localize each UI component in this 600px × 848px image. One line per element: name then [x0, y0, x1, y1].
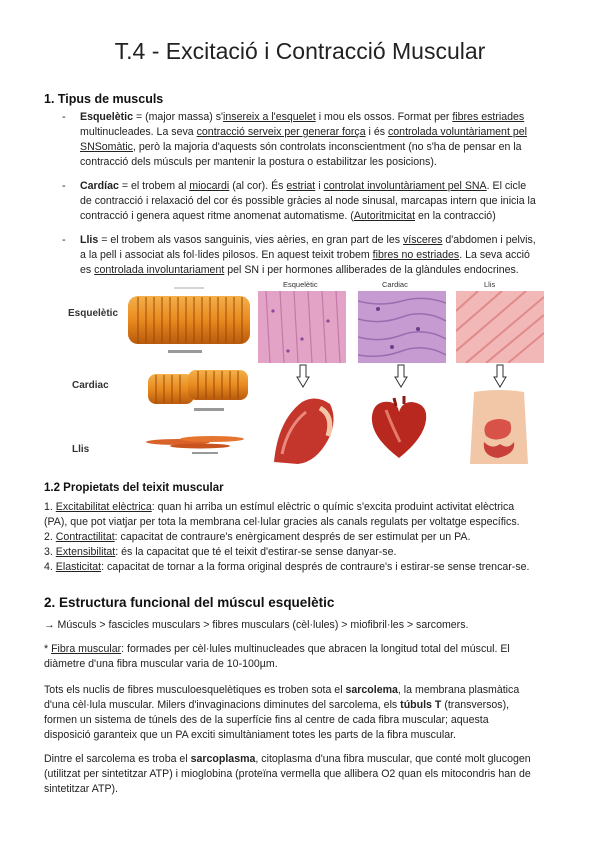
- row-label-smooth: Llis: [72, 444, 90, 455]
- text: en la contracció): [415, 210, 496, 222]
- underlined-term: controlat involuntàriament pel SNA: [323, 180, 487, 192]
- page-title: T.4 - Excitació i Contracció Muscular: [114, 38, 486, 64]
- text: a la pell i associat als fol·lides pilosos. En aquest teixit trobem: [80, 249, 373, 261]
- text-line: de contracció i relaxació del cor és possible gràcies al node sinusal, marcapas intern que inicia la: [80, 195, 536, 207]
- down-arrow-icon: [296, 364, 310, 388]
- underlined-term: Fibra muscular: [51, 643, 122, 655]
- underlined-term: vísceres: [402, 234, 443, 246]
- text: = el trobem als vasos sanguinis, vies aèries, en gran part de les: [98, 234, 403, 246]
- underlined-term: Elasticitat: [55, 561, 102, 573]
- row-label-skeletal: Esquelètic: [68, 308, 119, 319]
- text: : és la capacitat que té el teixit d'estirar-se sense danyar-se.: [115, 546, 397, 558]
- bullet-dash: -: [62, 111, 66, 123]
- underlined-term: fibres no estriades: [372, 249, 460, 261]
- text: = (major massa) s': [133, 111, 224, 123]
- text: Dintre el sarcolema es troba el: [44, 753, 191, 765]
- column-label-cardiac: Cardiac: [382, 280, 408, 289]
- underlined-term: estriat: [286, 180, 316, 192]
- underlined-term: Excitabilitat elèctrica: [55, 501, 152, 513]
- text: : capacitat de contraure's enèrgicament després de ser estimulat per un PA.: [114, 531, 471, 543]
- skeletal-fiber-illustration: [124, 284, 256, 364]
- text: Tots els nuclis de fibres musculoesquelètiques es troben sota el: [44, 684, 346, 696]
- bullet-dash: -: [62, 180, 66, 192]
- skeletal-tissue-micrograph: [258, 291, 346, 363]
- hierarchy-line: → Músculs > fascicles musculars > fibres musculars (cèl·lules) > miofibril·les > sarcomers.: [44, 619, 469, 631]
- smooth-paragraph: [80, 233, 550, 278]
- text: , però la majoria d'aquests són controlats inconscientment (no s'ha de pensar en la: [132, 141, 522, 153]
- bullet-dash: -: [62, 234, 66, 246]
- underlined-term: contracció serveix per generar força: [196, 126, 366, 138]
- text: . La seva acció: [459, 249, 530, 261]
- text: (transversos),: [441, 699, 510, 711]
- smooth-tissue-micrograph: [456, 291, 544, 363]
- cardiac-tissue-micrograph: [358, 291, 446, 363]
- text: (al cor). És: [229, 180, 287, 192]
- muscle-types-figure: [62, 280, 540, 470]
- down-arrow-icon: [394, 364, 408, 388]
- bold-term: túbuls T: [400, 699, 442, 711]
- underlined-term: Contractilitat: [55, 531, 115, 543]
- text: . El cicle: [486, 180, 527, 192]
- row-label-cardiac: Cardiac: [72, 380, 109, 391]
- text: , la membrana plasmàtica: [397, 684, 520, 696]
- text-line: sintetitzar ATP).: [44, 783, 118, 795]
- arm-muscle-illustration: [268, 390, 344, 466]
- underlined-term: SNSomàtic: [80, 141, 133, 153]
- column-label-smooth: Llis: [484, 280, 496, 289]
- text: es: [80, 264, 95, 276]
- bold-term: sarcolema: [345, 684, 398, 696]
- skeletal-term: Esquelètic: [80, 111, 133, 123]
- text: , citoplasma d'una fibra muscular, que conté molt glucogen: [255, 753, 531, 765]
- underlined-term: miocardi: [189, 180, 230, 192]
- text: *: [44, 643, 52, 655]
- column-label-skeletal: Esquelètic: [283, 280, 318, 289]
- cardiac-paragraph: [80, 179, 550, 224]
- text-line: disposició garanteix que un PA exciti simultàniament totes les parts de la fibra muscular.: [44, 729, 456, 741]
- text: i: [315, 180, 324, 192]
- smooth-term: Llis: [80, 234, 99, 246]
- text: pel SN i per hormones alliberades de la glàndules endocrines.: [224, 264, 519, 276]
- text-line: formen un sistema de túnels des de la superfície fins al centre de cada fibra muscular; aquesta: [44, 714, 489, 726]
- muscle-fiber-paragraph: [44, 642, 564, 672]
- heart-illustration: [364, 392, 434, 462]
- text: 4.: [44, 561, 56, 573]
- section-2-heading: 2. Estructura funcional del múscul esquelètic: [44, 595, 335, 610]
- cardiac-term: Cardíac: [80, 180, 119, 192]
- text: : capacitat de tornar a la forma original després de contraure's i estirar-se sense trencar-se.: [101, 561, 530, 573]
- text-line: (PA), que pot viatjar per tota la membrana cel·lular gracies als canals regulats per voltatge específics.: [44, 516, 520, 528]
- underlined-term: controlada involuntariament: [94, 264, 225, 276]
- sarcoplasm-paragraph: [44, 752, 564, 797]
- underlined-term: controlada voluntàriament pel: [387, 126, 527, 138]
- properties-list: [44, 500, 564, 575]
- bold-term: sarcoplasma: [190, 753, 256, 765]
- text: d'una cèl·lula muscular. Milers d'invaginacions diminutes del sarcolema, els: [44, 699, 401, 711]
- smooth-fiber-illustration: [142, 430, 252, 456]
- down-arrow-icon: [493, 364, 507, 388]
- text: d'abdomen i pelvis,: [442, 234, 536, 246]
- section-1-2-heading: 1.2 Propietats del teixit muscular: [44, 482, 224, 494]
- text: = el trobem al: [118, 180, 190, 192]
- text-line: (utilitzat per sintetitzar ATP) i mioglobina (proteïna vermella que allibera O2 quan els mitocondris han de: [44, 768, 531, 780]
- abdomen-illustration: [464, 388, 534, 468]
- underlined-term: insereix a l'esquelet: [223, 111, 316, 123]
- section-1-heading: 1. Tipus de musculs: [44, 92, 164, 106]
- skeletal-paragraph: [80, 110, 550, 170]
- text: 2.: [44, 531, 56, 543]
- text: i mou els ossos. Format per: [315, 111, 453, 123]
- underlined-term: Autoritmicitat: [353, 210, 416, 222]
- text-line: diàmetre d'una fibra muscular varia de 10-100µm.: [44, 658, 278, 670]
- text: i és: [365, 126, 388, 138]
- text: : formades per cèl·lules multinucleades que abracen la longitud total del múscul. El: [121, 643, 510, 655]
- text: 1.: [44, 501, 56, 513]
- text: multinucleades. La seva: [80, 126, 197, 138]
- text: : quan hi arriba un estímul elèctric o químic s'excita produint activitat elèctrica: [151, 501, 515, 513]
- text: 3.: [44, 546, 56, 558]
- text-line: contracció dels músculs per mantenir la postura o estabilitzar les posicions).: [80, 156, 437, 168]
- sarcolemma-paragraph: [44, 683, 564, 743]
- underlined-term: Extensibilitat: [55, 546, 116, 558]
- underlined-term: fibres estriades: [452, 111, 525, 123]
- text: contracció i genera aquest ritme anomenat automatisme. (: [80, 210, 354, 222]
- cardiac-fiber-illustration: [144, 366, 254, 416]
